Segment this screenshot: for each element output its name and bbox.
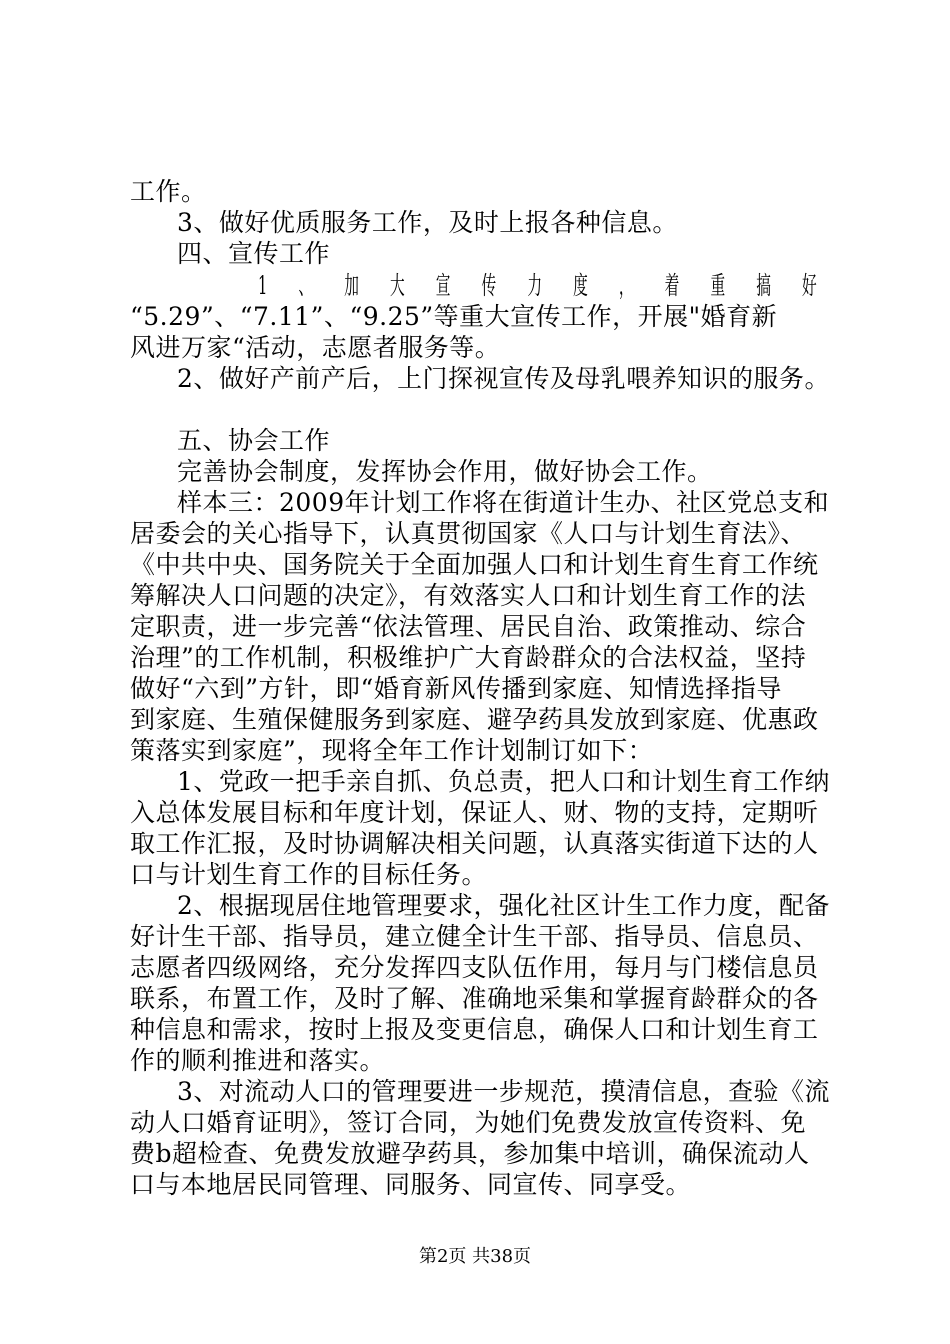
- text-line: 动人口婚育证明》，签订合同，为她们免费发放宣传资料、免: [130, 1108, 807, 1137]
- text-line: 3、对流动人口的管理要进一步规范，摸清信息，查验《流: [177, 1077, 830, 1106]
- text-line: 居委会的关心指导下，认真贯彻国家《人口与计划生育法》、: [130, 519, 807, 548]
- text-line: 取工作汇报，及时协调解决相关问题，认真落实街道下达的人: [130, 829, 819, 858]
- text-line: 到家庭、生殖保健服务到家庭、避孕药具发放到家庭、优惠政: [130, 705, 819, 734]
- text-line: 定职责，进一步完善“依法管理、居民自治、政策推动、综合: [130, 612, 807, 641]
- text-line: 《中共中央、国务院关于全面加强人口和计划生育生育工作统: [130, 550, 819, 579]
- text-line: 筹解决人口问题的决定》，有效落实人口和计划生育工作的法: [130, 581, 807, 610]
- text-line: 志愿者四级网络，充分发挥四支队伍作用，每月与门楼信息员: [130, 953, 819, 982]
- text-line: 风进万家“活动，志愿者服务等。: [130, 333, 501, 362]
- text-line: 策落实到家庭”，现将全年工作计划制订如下：: [130, 736, 654, 765]
- text-line: 2、根据现居住地管理要求，强化社区计生工作力度，配备: [177, 891, 830, 920]
- text-line: 做好“六到”方针，即“婚育新风传播到家庭、知情选择指导: [130, 674, 782, 703]
- text-line: 作的顺利推进和落实。: [130, 1046, 386, 1075]
- text-line: 联系，布置工作，及时了解、准确地采集和掌握育龄群众的各: [130, 984, 819, 1013]
- text-line: 费b超检查、免费发放避孕药具，参加集中培训，确保流动人: [130, 1139, 810, 1168]
- text-line: 完善协会制度，发挥协会作用，做好协会工作。: [177, 457, 713, 486]
- text-line: 3、做好优质服务工作，及时上报各种信息。: [177, 208, 678, 237]
- text-line: 样本三：2009年计划工作将在街道计生办、社区党总支和: [177, 488, 830, 517]
- text-line: 口与计划生育工作的目标任务。: [130, 860, 488, 889]
- page-number-footer: 第2页 共38页: [418, 1246, 532, 1267]
- text-line: 好计生干部、指导员，建立健全计生干部、指导员、信息员、: [130, 922, 819, 951]
- text-line: 2、做好产前产后，上门探视宣传及母乳喂养知识的服务。: [177, 364, 830, 393]
- text-line: 入总体发展目标和年度计划，保证人、财、物的支持，定期听: [130, 798, 819, 827]
- section-heading: 五、协会工作: [177, 426, 331, 455]
- text-line: 工作。: [130, 177, 207, 206]
- text-line: “5.29”、“7.11”、“9.25”等重大宣传工作，开展"婚育新: [130, 302, 778, 331]
- text-line: 种信息和需求，按时上报及变更信息，确保人口和计划生育工: [130, 1015, 819, 1044]
- text-line: 口与本地居民同管理、同服务、同宣传、同享受。: [130, 1170, 692, 1199]
- text-line: 治理”的工作机制，积极维护广大育龄群众的合法权益，坚持: [130, 643, 807, 672]
- text-line: 1、党政一把手亲自抓、负总责，把人口和计划生育工作纳: [177, 767, 830, 796]
- section-heading: 四、宣传工作: [177, 239, 331, 268]
- text-line: 1 、 加 大 宣 传 力 度 ， 着 重 搞 好: [258, 271, 830, 300]
